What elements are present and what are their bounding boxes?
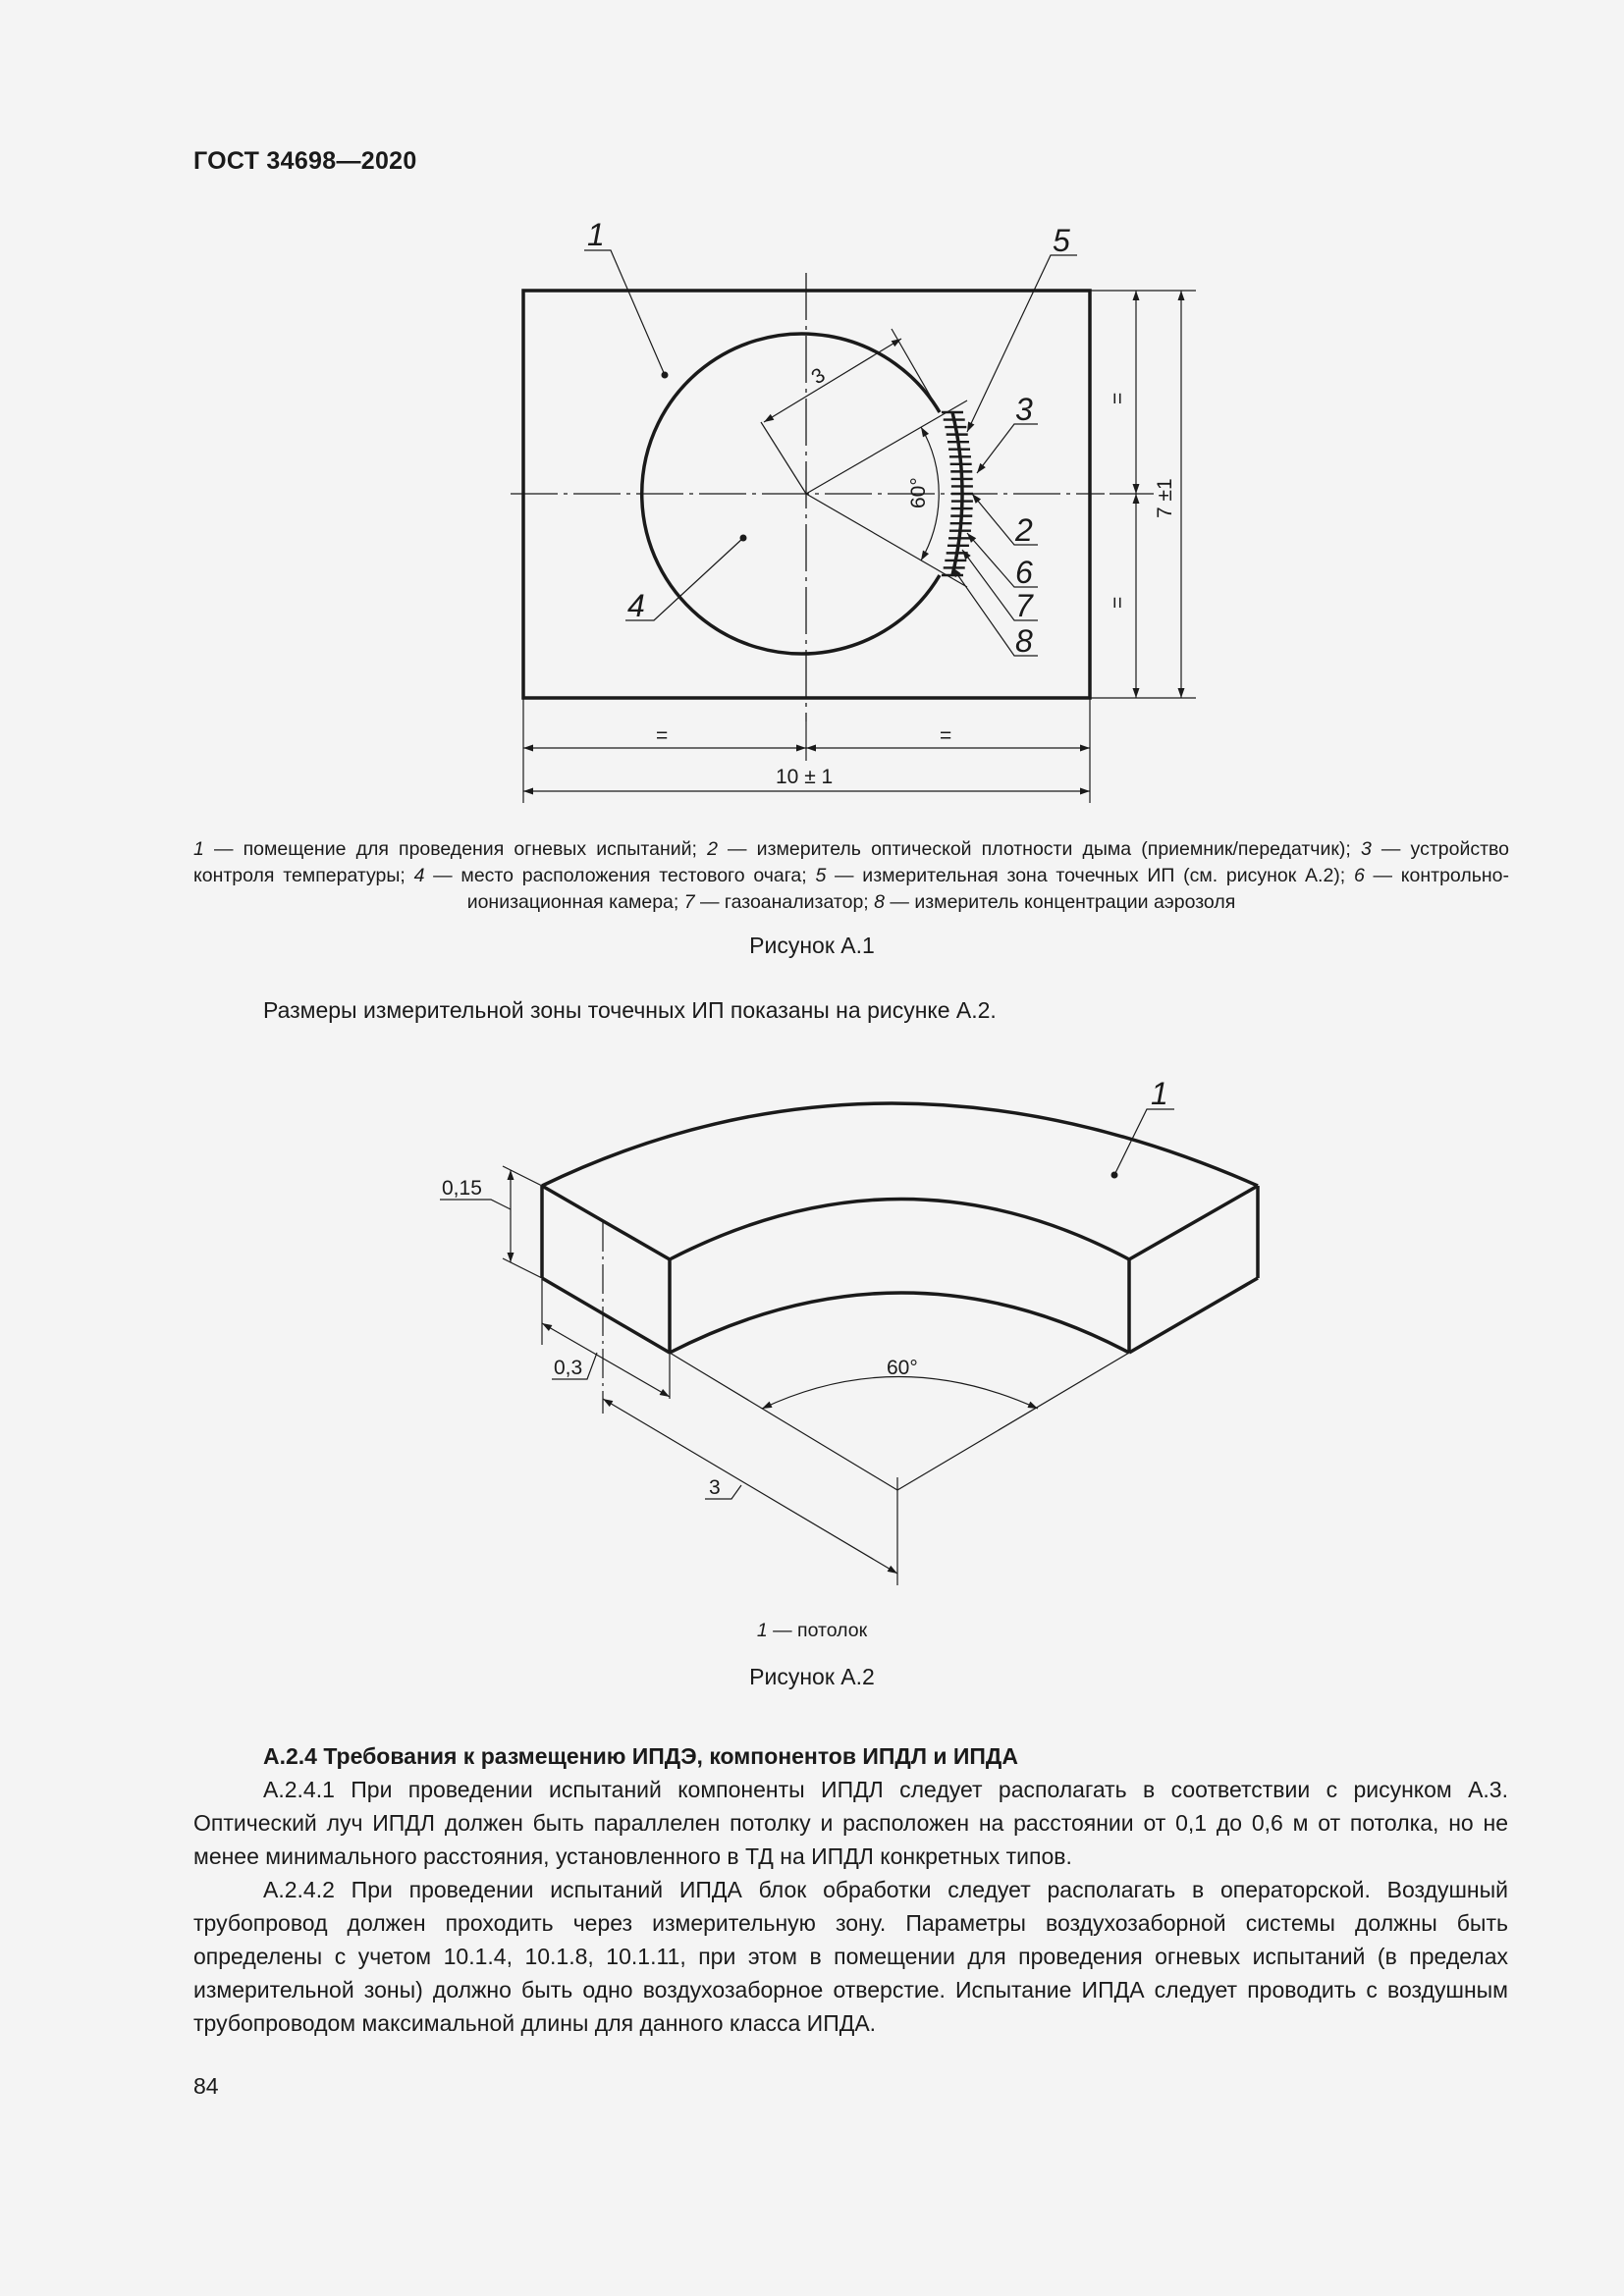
radius-label: 3	[807, 363, 830, 390]
paragraph-a-2-4-1: А.2.4.1 При проведении испытаний компоненты ИПДЛ следует располагать в соответствии с рисунком А.3. Оптический луч ИПДЛ должен быть параллелен потолку и расположен на расстоянии от 0,1 до 0,6 м от потолка, но не менее минимального расстояния, установленного в ТД на ИПДЛ конкретных типов.	[193, 1777, 1508, 1869]
figure-a1-caption: Рисунок А.1	[749, 933, 875, 958]
document-code-header: ГОСТ 34698—2020	[193, 147, 417, 175]
callout-3: 3	[1015, 392, 1033, 427]
callout-5: 5	[1053, 223, 1070, 258]
angle-label: 60°	[907, 477, 930, 508]
intro-paragraph: Размеры измерительной зоны точечных ИП показаны на рисунке А.2.	[263, 997, 997, 1023]
height-0-15-label: 0,15	[442, 1177, 482, 1200]
figure-a1-room-plan	[0, 0, 1624, 834]
callout-7: 7	[1015, 588, 1033, 623]
thickness-0-3-label: 0,3	[554, 1357, 583, 1379]
section-heading: А.2.4 Требования к размещению ИПДЭ, компонентов ИПДЛ и ИПДА	[263, 1743, 1018, 1769]
angle-60-label: 60°	[887, 1357, 918, 1379]
callout-8: 8	[1015, 623, 1033, 659]
equal-mark-upper: =	[1107, 392, 1129, 404]
height-dim-label: 7 ±1	[1154, 478, 1176, 518]
figure-a1-legend: 1 — помещение для проведения огневых испытаний; 2 — измеритель оптической плотности дыма (приемник/передатчик); 3 — устройство контроля температуры; 4 — место расположения тестового очага; 5 — измерительная зона точечных ИП (см. рисунок А.2); 6 — контрольно-ионизационная камера; 7 — газоанализатор; 8 — измеритель концентрации аэрозоля	[193, 838, 1510, 913]
section-a-2-4	[193, 1739, 1508, 2040]
fig2-callout-1: 1	[1151, 1076, 1168, 1111]
callout-4: 4	[627, 588, 645, 623]
page-number: 84	[193, 2073, 219, 2099]
width-dim-label: 10 ± 1	[776, 766, 834, 788]
equal-mark-left: =	[656, 724, 669, 747]
callout-1: 1	[587, 217, 605, 252]
callout-2: 2	[1015, 512, 1033, 548]
figure-a2-legend: 1 — потолок	[756, 1620, 868, 1641]
radius-3-label: 3	[709, 1476, 721, 1499]
figure-a2-caption: Рисунок А.2	[749, 1664, 875, 1689]
paragraph-a-2-4-2: А.2.4.2 При проведении испытаний ИПДА блок обработки следует располагать в операторской. Воздушный трубопровод должен проходить через измерительную зону. Параметры воздухозаборной системы должны быть определены с учетом 10.1.4, 10.1.8, 10.1.11, при этом в помещении для проведения огневых испытаний (в пределах измерительной зоны) должно быть одно воздухозаборное отверстие. Испытание ИПДА следует проводить с воздушным трубопроводом максимальной длины для данного класса ИПДА.	[193, 1877, 1508, 2036]
callout-6: 6	[1015, 555, 1033, 590]
equal-mark-right: =	[940, 724, 952, 747]
figure-a2-measurement-zone	[0, 1060, 1624, 1610]
equal-mark-lower: =	[1107, 596, 1129, 609]
